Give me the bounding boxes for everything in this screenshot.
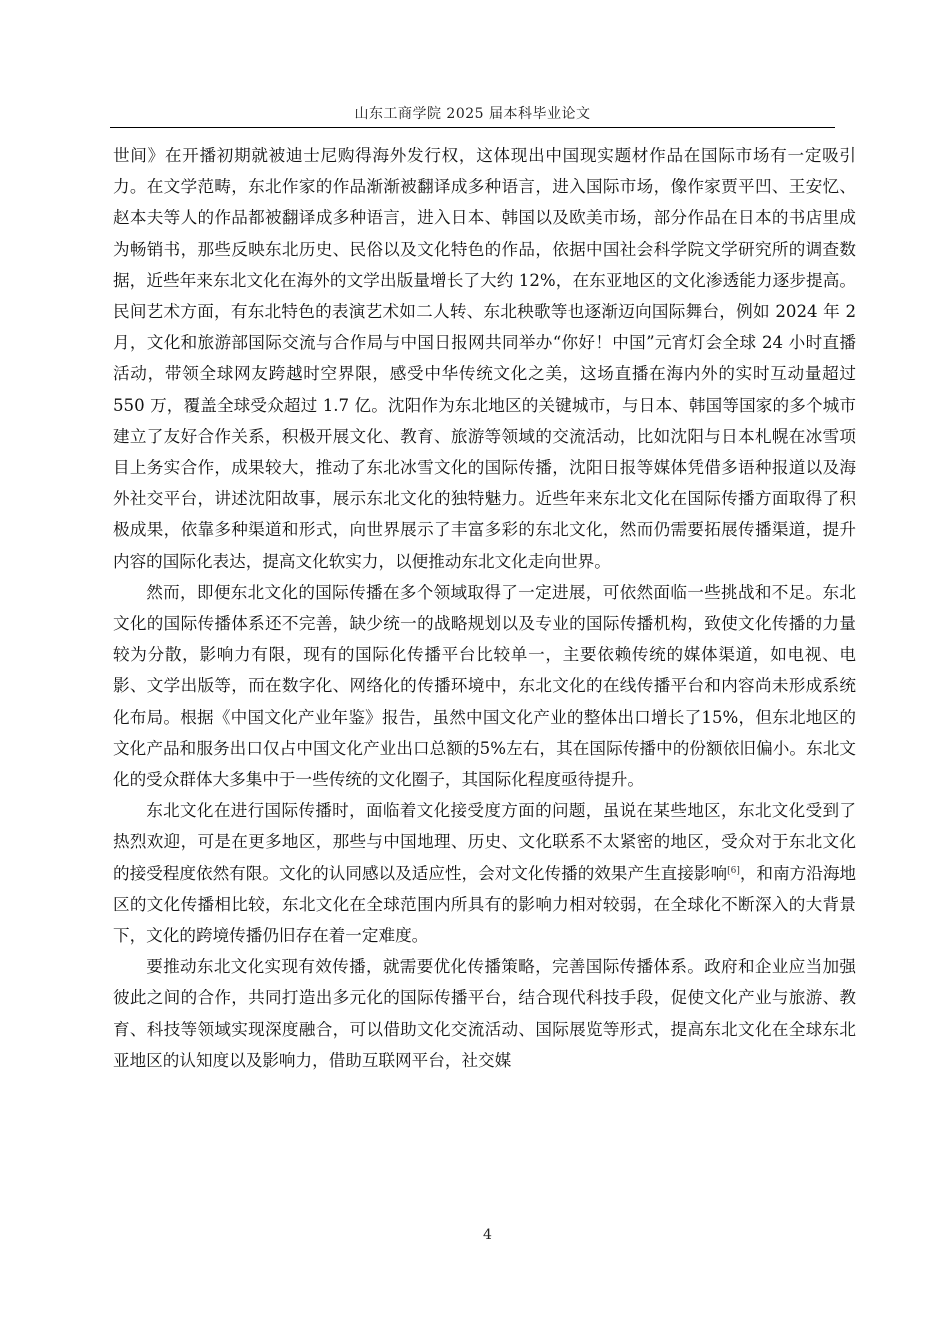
running-header: 山东工商学院 2025 届本科毕业论文	[354, 106, 591, 122]
page-number: 4	[483, 1227, 492, 1243]
citation-reference: [6]	[727, 865, 740, 876]
paragraph-3-text-after-citation: ，和南方沿海地区的文化传播相比较，东北文化在全球范围内所具有的影响力相对较弱，在全球化不断深入的大背景下，文化的跨境传播仍旧存在着一定难度。	[113, 863, 857, 946]
paragraph-4: 要推动东北文化实现有效传播，就需要优化传播策略，完善国际传播体系。政府和企业应当加强彼此之间的合作，共同打造出多元化的国际传播平台，结合现代科技手段，促使文化产业与旅游、教育、科技等领域实现深度融合，可以借助文化交流活动、国际展览等形式，提高东北文化在全球东北亚地区的认知度以及影响力，借助互联网平台，社交媒	[113, 957, 856, 1070]
paragraph-2: 然而，即便东北文化的国际传播在多个领域取得了一定进展，可依然面临一些挑战和不足。东北文化的国际传播体系还不完善，缺少统一的战略规划以及专业的国际传播机构，致使文化传播的力量较为分散，影响力有限，现有的国际化传播平台比较单一，主要依赖传统的媒体渠道，如电视、电影、文学出版等，而在数字化、网络化的传播环境中，东北文化的在线传播平台和内容尚未形成系统化布局。根据《中国文化产业年鉴》报告，虽然中国文化产业的整体出口增长了15%，但东北地区的文化产品和服务出口仅占中国文化产业出口总额的5%左右，其在国际传播中的份额依旧偏小。东北文化的受众群体大多集中于一些传统的文化圈子，其国际化程度亟待提升。	[113, 582, 856, 790]
paragraph-3-text-before-citation: 东北文化在进行国际传播时，面临着文化接受度方面的问题，虽说在某些地区，东北文化受到了热烈欢迎，可是在更多地区，那些与中国地理、历史、文化联系不太紧密的地区，受众对于东北文化的接受程度依然有限。文化的认同感以及适应性，会对文化传播的效果产生直接影响	[113, 801, 856, 883]
paragraph-3	[113, 795, 856, 951]
header-rule	[110, 127, 835, 128]
body-text	[113, 140, 856, 1076]
paragraph-1: 世间》在开播初期就被迪士尼购得海外发行权，这体现出中国现实题材作品在国际市场有一定吸引力。在文学范畴，东北作家的作品渐渐被翻译成多种语言，进入国际市场，像作家贾平凹、王安忆、赵本夫等人的作品都被翻译成多种语言，进入日本、韩国以及欧美市场，部分作品在日本的书店里成为畅销书，那些反映东北历史、民俗以及文化特色的作品，依据中国社会科学院文学研究所的调查数据，近些年来东北文化在海外的文学出版量增长了大约 12%，在东亚地区的文化渗透能力逐步提高。民间艺术方面，有东北特色的表演艺术如二人转、东北秧歌等也逐渐迈向国际舞台，例如 2024 年 2 月，文化和旅游部国际交流与合作局与中国日报网共同举办“你好！中国”元宵灯会全球 24 小时直播活动，带领全球网友跨越时空界限，感受中华传统文化之美，这场直播在海内外的实时互动量超过 550 万，覆盖全球受众超过 1.7 亿。沈阳作为东北地区的关键城市，与日本、韩国等国家的多个城市建立了友好合作关系，积极开展文化、教育、旅游等领域的交流活动，比如沈阳与日本札幌在冰雪项目上务实合作，成果较大，推动了东北冰雪文化的国际传播，沈阳日报等媒体凭借多语种报道以及海外社交平台，讲述沈阳故事，展示东北文化的独特魅力。近些年来东北文化在国际传播方面取得了积极成果，依靠多种渠道和形式，向世界展示了丰富多彩的东北文化，然而仍需要拓展传播渠道，提升内容的国际化表达，提高文化软实力，以便推动东北文化走向世界。	[113, 146, 856, 571]
